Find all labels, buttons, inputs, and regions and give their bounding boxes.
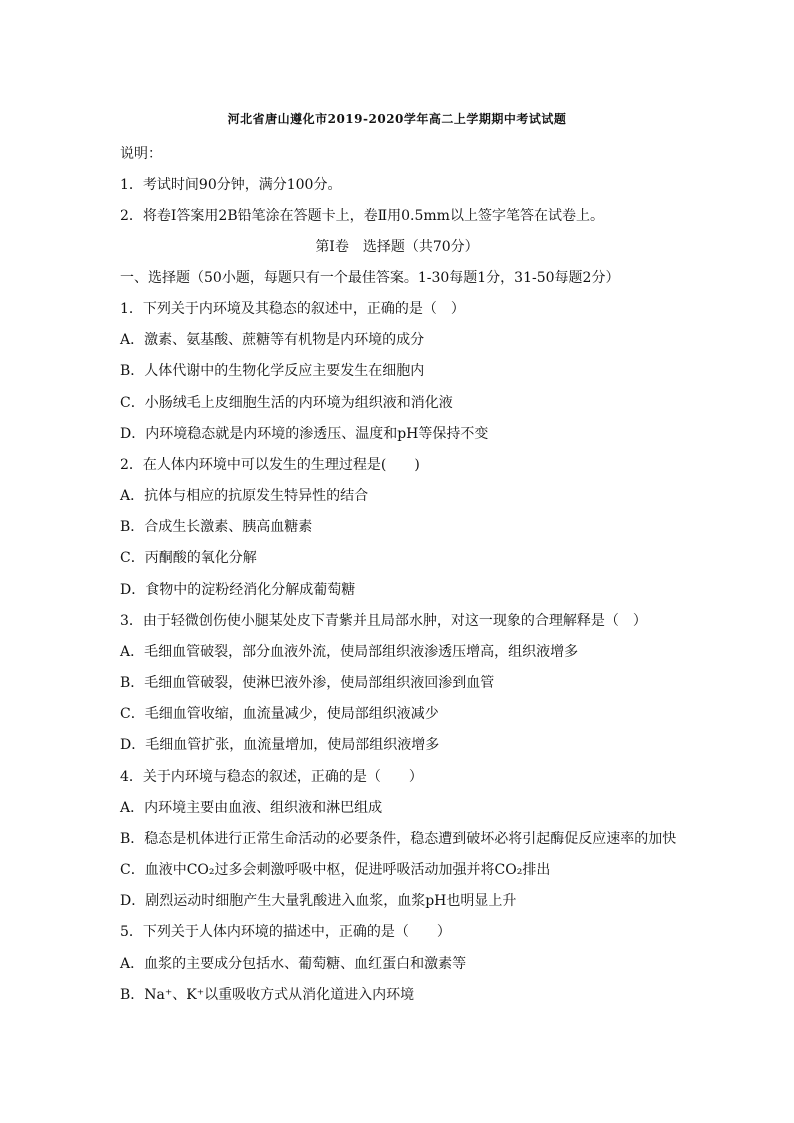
exam-title: 河北省唐山遵化市2019-2020学年高二上学期期中考试试题 <box>227 112 567 126</box>
question-2-option-b: B．合成生长激素、胰高血糖素 <box>120 519 313 535</box>
instruction-2: 2．将卷Ⅰ答案用2B铅笔涂在答题卡上，卷Ⅱ用0.5mm以上签字笔答在试卷上。 <box>120 208 604 224</box>
question-1-stem: 1．下列关于内环境及其稳态的叙述中，正确的是（ ） <box>120 301 465 317</box>
question-4-stem: 4．关于内环境与稳态的叙述，正确的是（ ） <box>120 769 423 785</box>
question-3-option-c: C．毛细血管收缩，血流量减少，使局部组织液减少 <box>120 706 439 722</box>
question-4-option-a: A．内环境主要由血液、组织液和淋巴组成 <box>120 800 383 816</box>
question-4-option-b: B．稳态是机体进行正常生命活动的必要条件，稳态遭到破坏必将引起酶促反应速率的加快 <box>120 831 677 847</box>
instruction-1: 1．考试时间90分钟，满分100分。 <box>120 177 342 193</box>
question-5-option-a: A．血浆的主要成分包括水、葡萄糖、血红蛋白和激素等 <box>120 956 467 972</box>
question-3-option-b: B．毛细血管破裂，使淋巴液外渗，使局部组织液回渗到血管 <box>120 675 495 691</box>
question-1-option-c: C．小肠绒毛上皮细胞生活的内环境为组织液和消化液 <box>120 395 453 411</box>
question-2-option-c: C．丙酮酸的氧化分解 <box>120 550 257 566</box>
intro-label: 说明： <box>120 146 162 162</box>
question-3-option-a: A．毛细血管破裂，部分血液外流，使局部组织液渗透压增高，组织液增多 <box>120 644 579 660</box>
question-1-option-b: B．人体代谢中的生物化学反应主要发生在细胞内 <box>120 363 425 379</box>
question-2-option-d: D．食物中的淀粉经消化分解成葡萄糖 <box>120 582 356 598</box>
question-2-stem: 2．在人体内环境中可以发生的生理过程是( ) <box>120 457 420 473</box>
question-5-stem: 5．下列关于人体内环境的描述中，正确的是（ ） <box>120 924 451 940</box>
question-4-option-c: C．血液中CO₂过多会刺激呼吸中枢，促进呼吸活动加强并将CO₂排出 <box>120 862 551 878</box>
question-3-stem: 3．由于轻微创伤使小腿某处皮下青紫并且局部水肿，对这一现象的合理解释是（ ） <box>120 613 647 629</box>
question-1-option-d: D．内环境稳态就是内环境的渗透压、温度和pH等保持不变 <box>120 426 489 442</box>
question-2-option-a: A．抗体与相应的抗原发生特异性的结合 <box>120 488 369 504</box>
question-5-option-b: B．Na⁺、K⁺以重吸收方式从消化道进入内环境 <box>120 987 415 1003</box>
question-1-option-a: A．激素、氨基酸、蔗糖等有机物是内环境的成分 <box>120 332 425 348</box>
section-title: 第Ⅰ卷 选择题（共70分） <box>315 239 479 255</box>
question-3-option-d: D．毛细血管扩张，血流量增加，使局部组织液增多 <box>120 737 440 753</box>
part-heading: 一、选择题（50小题，每题只有一个最佳答案。1-30每题1分，31-50每题2分） <box>120 270 620 286</box>
question-4-option-d: D．剧烈运动时细胞产生大量乳酸进入血浆，血浆pH也明显上升 <box>120 893 517 909</box>
